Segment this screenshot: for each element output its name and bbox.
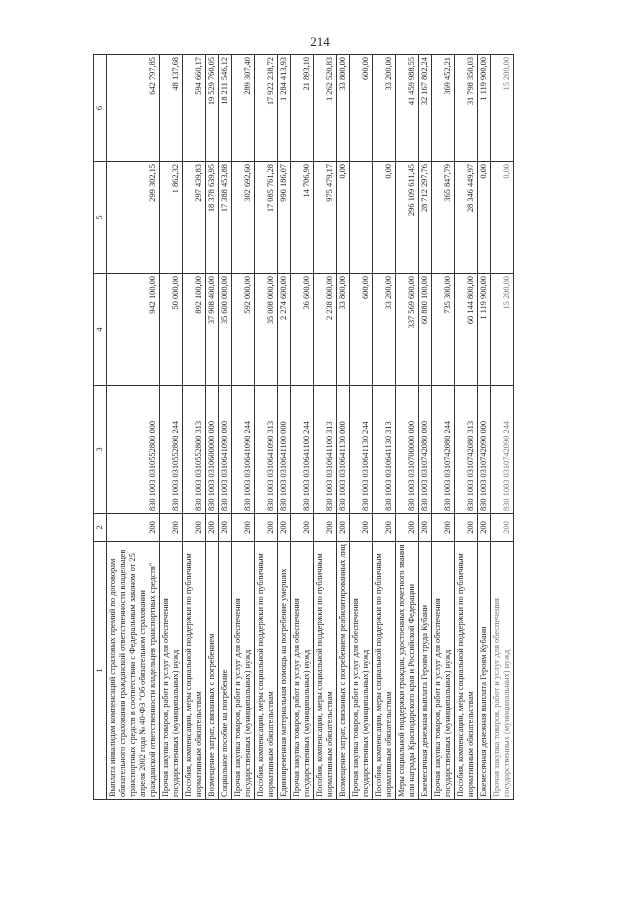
rest-cell: 33 800,00 bbox=[337, 55, 350, 162]
code-cell: 830 1003 0310641090 000 bbox=[219, 386, 232, 514]
table-row bbox=[396, 55, 419, 800]
table-row bbox=[206, 55, 219, 800]
plan-cell: 35 600 000,00 bbox=[219, 274, 232, 386]
plan-cell: 337 569 600,00 bbox=[396, 274, 419, 386]
grbs-cell: 200 bbox=[206, 514, 219, 542]
header-col-6: 6 bbox=[94, 55, 107, 162]
table-row bbox=[314, 55, 337, 800]
code-cell: 830 1003 0310742080 313 bbox=[455, 386, 478, 514]
grbs-cell: 200 bbox=[219, 514, 232, 542]
fact-cell: 365 847,79 bbox=[432, 162, 455, 274]
fact-cell: 0,00 bbox=[491, 162, 514, 274]
rest-cell: 48 137,68 bbox=[160, 55, 183, 162]
code-cell: 830 1003 0310641130 313 bbox=[373, 386, 396, 514]
rest-cell: 32 167 802,24 bbox=[419, 55, 432, 162]
table-row bbox=[160, 55, 183, 800]
name-cell: Прочая закупка товаров, работ и услуг для обеспечения государственных (муниципальных) нужд bbox=[491, 542, 514, 800]
rest-cell: 600,00 bbox=[350, 55, 373, 162]
fact-cell: 299 302,15 bbox=[107, 162, 160, 274]
table-row bbox=[432, 55, 455, 800]
plan-cell: 15 200,00 bbox=[491, 274, 514, 386]
grbs-cell: 200 bbox=[160, 514, 183, 542]
fact-cell: 0,00 bbox=[373, 162, 396, 274]
plan-cell: 60 880 100,00 bbox=[419, 274, 432, 386]
fact-cell: 990 186,07 bbox=[278, 162, 291, 274]
page-number: 214 bbox=[310, 34, 330, 49]
code-cell: 830 1003 0310742080 000 bbox=[419, 386, 432, 514]
name-cell: Пособия, компенсации, меры социальной поддержки по публичным нормативным обязательствам bbox=[183, 542, 206, 800]
name-cell: Ежемесячная денежная выплата Героям труда Кубани bbox=[419, 542, 432, 800]
table-row bbox=[291, 55, 314, 800]
plan-cell: 892 100,00 bbox=[183, 274, 206, 386]
name-cell: Прочая закупка товаров, работ и услуг для обеспечения государственных (муниципальных) нужд bbox=[432, 542, 455, 800]
code-cell: 830 1003 0310742080 244 bbox=[432, 386, 455, 514]
plan-cell: 33 800,00 bbox=[337, 274, 350, 386]
grbs-cell: 200 bbox=[107, 514, 160, 542]
name-cell: Пособия, компенсации, меры социальной поддержки по публичным нормативным обязательствам bbox=[373, 542, 396, 800]
table-row bbox=[278, 55, 291, 800]
plan-cell: 36 600,00 bbox=[291, 274, 314, 386]
fact-cell: 302 692,60 bbox=[232, 162, 255, 274]
fact-cell: 17 388 453,88 bbox=[219, 162, 232, 274]
name-cell: Прочая закупка товаров, работ и услуг для обеспечения государственных (муниципальных) нужд bbox=[291, 542, 314, 800]
header-col-1: 1 bbox=[94, 542, 107, 800]
rest-cell: 41 459 988,55 bbox=[396, 55, 419, 162]
code-cell: 830 1003 0310552800 000 bbox=[107, 386, 160, 514]
name-cell: Меры социальной поддержки граждан, удостоенных почетного звания или награды Краснодарского края и Российской Федерации bbox=[396, 542, 419, 800]
code-cell: 830 1003 0310742090 244 bbox=[491, 386, 514, 514]
table-row bbox=[337, 55, 350, 800]
plan-cell: 942 100,00 bbox=[107, 274, 160, 386]
fact-cell: 18 378 639,95 bbox=[206, 162, 219, 274]
plan-cell: 33 200,00 bbox=[373, 274, 396, 386]
header-col-5: 5 bbox=[94, 162, 107, 274]
rest-cell: 15 200,00 bbox=[491, 55, 514, 162]
grbs-cell: 200 bbox=[291, 514, 314, 542]
grbs-cell: 200 bbox=[491, 514, 514, 542]
name-cell: Пособия, компенсации, меры социальной поддержки по публичным нормативным обязательствам bbox=[455, 542, 478, 800]
name-cell: Социальное пособие на погребение bbox=[219, 542, 232, 800]
grbs-cell: 200 bbox=[255, 514, 278, 542]
table-row bbox=[232, 55, 255, 800]
plan-cell: 1 119 900,00 bbox=[478, 274, 491, 386]
name-cell: Единовременная материальная помощь на погребение умерших bbox=[278, 542, 291, 800]
grbs-cell: 200 bbox=[278, 514, 291, 542]
name-cell: Пособия, компенсации, меры социальной поддержки по публичным нормативным обязательствам bbox=[314, 542, 337, 800]
rest-cell: 1 262 520,83 bbox=[314, 55, 337, 162]
header-row bbox=[94, 55, 107, 800]
code-cell: 830 1003 0310552800 244 bbox=[160, 386, 183, 514]
code-cell: 830 1003 0310641090 313 bbox=[255, 386, 278, 514]
plan-cell: 592 000,00 bbox=[232, 274, 255, 386]
table-row bbox=[107, 55, 160, 800]
name-cell: Возмещение затрат, связанных с погребением bbox=[206, 542, 219, 800]
code-cell: 830 1003 0310641100 000 bbox=[278, 386, 291, 514]
table-row bbox=[219, 55, 232, 800]
grbs-cell: 200 bbox=[419, 514, 432, 542]
code-cell: 830 1003 0310600000 000 bbox=[206, 386, 219, 514]
code-cell: 830 1003 0310641090 244 bbox=[232, 386, 255, 514]
name-cell: Ежемесячная денежная выплата Героям Кубани bbox=[478, 542, 491, 800]
name-cell: Выплата инвалидам компенсаций страховых премий по договорам обязательного страхования гражданской ответственности владельцев транспортных средств в соответствии с Федеральным законом от 25 апреля 2002 года № 40-ФЗ "Об обязательном страховании гражданской ответственности владельцев транспортных средств" bbox=[107, 542, 160, 800]
fact-cell bbox=[350, 162, 373, 274]
code-cell: 830 1003 0310552800 313 bbox=[183, 386, 206, 514]
header-col-3: 3 bbox=[94, 386, 107, 514]
grbs-cell: 200 bbox=[455, 514, 478, 542]
grbs-cell: 200 bbox=[432, 514, 455, 542]
plan-cell: 37 908 400,00 bbox=[206, 274, 219, 386]
rest-cell: 33 200,00 bbox=[373, 55, 396, 162]
header-col-4: 4 bbox=[94, 274, 107, 386]
budget-table-rotated bbox=[93, 55, 607, 800]
fact-cell: 0,00 bbox=[478, 162, 491, 274]
fact-cell: 975 479,17 bbox=[314, 162, 337, 274]
rest-cell: 19 529 760,05 bbox=[206, 55, 219, 162]
name-cell: Прочая закупка товаров, работ и услуг для обеспечения государственных (муниципальных) нужд bbox=[350, 542, 373, 800]
grbs-cell: 200 bbox=[478, 514, 491, 542]
rest-cell: 17 922 238,72 bbox=[255, 55, 278, 162]
table-row bbox=[419, 55, 432, 800]
table-row bbox=[350, 55, 373, 800]
grbs-cell: 200 bbox=[373, 514, 396, 542]
code-cell: 830 1003 0310742090 000 bbox=[478, 386, 491, 514]
rest-cell: 1 284 413,93 bbox=[278, 55, 291, 162]
name-cell: Прочая закупка товаров, работ и услуг для обеспечения государственных (муниципальных) нужд bbox=[160, 542, 183, 800]
plan-cell: 600,00 bbox=[350, 274, 373, 386]
name-cell: Возмещение затрат, связанных с погребением реабилитированных лиц bbox=[337, 542, 350, 800]
grbs-cell: 200 bbox=[396, 514, 419, 542]
rest-cell: 642 797,85 bbox=[107, 55, 160, 162]
code-cell: 830 1003 0310641130 000 bbox=[337, 386, 350, 514]
table-row bbox=[478, 55, 491, 800]
header-col-2: 2 bbox=[94, 514, 107, 542]
grbs-cell: 200 bbox=[337, 514, 350, 542]
plan-cell: 35 008 000,00 bbox=[255, 274, 278, 386]
fact-cell: 28 712 297,76 bbox=[419, 162, 432, 274]
table-row bbox=[373, 55, 396, 800]
code-cell: 830 1003 0310641100 313 bbox=[314, 386, 337, 514]
rest-cell: 18 211 546,12 bbox=[219, 55, 232, 162]
plan-cell: 2 238 000,00 bbox=[314, 274, 337, 386]
fact-cell: 0,00 bbox=[337, 162, 350, 274]
table-row bbox=[183, 55, 206, 800]
plan-cell: 60 144 800,00 bbox=[455, 274, 478, 386]
rest-cell: 21 893,10 bbox=[291, 55, 314, 162]
fact-cell: 28 346 449,97 bbox=[455, 162, 478, 274]
code-cell: 830 1003 0310641100 244 bbox=[291, 386, 314, 514]
fact-cell: 1 862,32 bbox=[160, 162, 183, 274]
plan-cell: 50 000,00 bbox=[160, 274, 183, 386]
plan-cell: 735 300,00 bbox=[432, 274, 455, 386]
code-cell: 830 1003 0310641130 244 bbox=[350, 386, 373, 514]
name-cell: Пособия, компенсации, меры социальной поддержки по публичным нормативным обязательствам bbox=[255, 542, 278, 800]
rest-cell: 594 660,17 bbox=[183, 55, 206, 162]
rest-cell: 1 119 900,00 bbox=[478, 55, 491, 162]
table-row bbox=[491, 55, 514, 800]
name-cell: Прочая закупка товаров, работ и услуг для обеспечения государственных (муниципальных) нужд bbox=[232, 542, 255, 800]
fact-cell: 17 085 761,28 bbox=[255, 162, 278, 274]
grbs-cell: 200 bbox=[314, 514, 337, 542]
grbs-cell: 200 bbox=[232, 514, 255, 542]
rest-cell: 369 452,21 bbox=[432, 55, 455, 162]
code-cell: 830 1003 0310700000 000 bbox=[396, 386, 419, 514]
table-row bbox=[455, 55, 478, 800]
grbs-cell: 200 bbox=[183, 514, 206, 542]
budget-table bbox=[93, 54, 514, 800]
rest-cell: 289 307,40 bbox=[232, 55, 255, 162]
plan-cell: 2 274 600,00 bbox=[278, 274, 291, 386]
fact-cell: 14 706,90 bbox=[291, 162, 314, 274]
grbs-cell: 200 bbox=[350, 514, 373, 542]
table-row bbox=[255, 55, 278, 800]
fact-cell: 297 439,83 bbox=[183, 162, 206, 274]
fact-cell: 296 109 611,45 bbox=[396, 162, 419, 274]
rest-cell: 31 798 350,03 bbox=[455, 55, 478, 162]
